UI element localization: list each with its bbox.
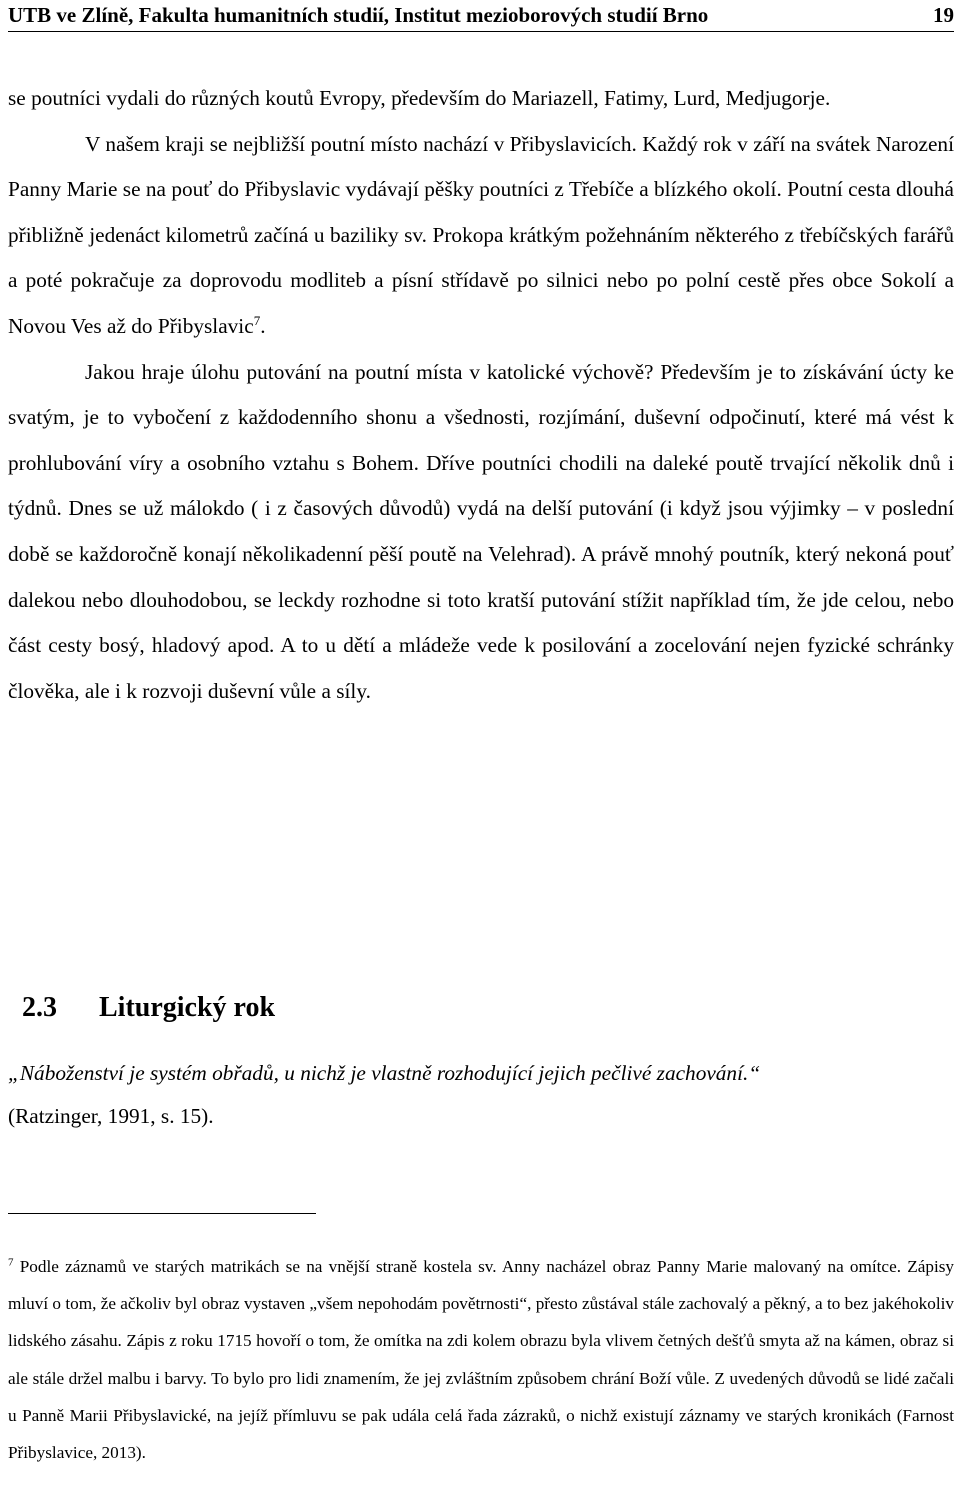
footnote-text: Podle záznamů ve starých matrikách se na vnější straně kostela sv. Anny nacházel obraz Panny Marie malovaný na omítce. Zápisy mluví o tom, že ačkoliv byl obraz vystaven „všem nepohodám povětrnosti“, přesto zůstával stále zachovalý a pěkný, a to bez jakéhokoliv lidského zásahu. Zápis z roku 1715 hovoří o tom, že omítka na zdi kolem obrazu byla vlivem četných dešťů smyta až na kámen, obraz si ale stále držel malbu i barvy. To bylo pro lidi znamením, že jej zvláštním způsobem chrání Boží vůle. Z uvedených důvodů se lidé začali u Panně Marii Přibyslavické, na jejíž přímluvu se pak udála celá řada zázraků, o nichž existují záznamy ve starých kronikách (Farnost Přibyslavice, 2013). bbox=[8, 1257, 954, 1463]
section-number: 2.3 bbox=[22, 992, 57, 1023]
header-title: UTB ve Zlíně, Fakulta humanitních studií, Institut mezioborových studií Brno bbox=[8, 3, 709, 27]
footnote-ref-7[interactable]: 7 bbox=[253, 312, 261, 328]
quote-citation: (Ratzinger, 1991, s. 15). bbox=[8, 1104, 214, 1128]
section-title: Liturgický rok bbox=[99, 992, 276, 1023]
quote-text: „Náboženství je systém obřadů, u nichž je vlastně rozhodující jejich pečlivé zachování.“ bbox=[8, 1061, 761, 1085]
paragraph-3: Jakou hraje úlohu putování na poutní místa v katolické výchově? Především je to získávání úcty ke svatým, je to vybočení z každodenního shonu a všednosti, rozjímání, duševní odpočinutí, které má vést k prohlubování víry a osobního vztahu s Bohem. Dříve poutníci chodili na daleké poutě trvající několik dnů i týdnů. Dnes se už málokdo ( i z časových důvodů) vydá na delší putování (i když jsou výjimky – v poslední době se každoročně konají několikadenní pěší poutě na Velehrad). A právě mnohý poutník, který nekoná pouť dalekou nebo dlouhodobou, se leckdy rozhodne si toto kratší putování stížit například tím, že jde celou, nebo část cesty bosý, hladový apod. A to u dětí a mládeže vede k posilování a zocelování nejen fyzické schránky člověka, ale i k rozvoji duševní vůle a síly. bbox=[8, 359, 954, 703]
page-number: 19 bbox=[933, 3, 954, 27]
paragraph-2-end: . bbox=[260, 313, 266, 338]
footnote-separator bbox=[8, 1213, 316, 1214]
paragraph-2-text: V našem kraji se nejbližší poutní místo nachází v Přibyslavicích. Každý rok v září na svátek Narození Panny Marie se na pouť do Přibyslavic vydávají pěšky poutníci z Třebíče a blízkého okolí. Poutní cesta dlouhá přibližně jedenáct kilometrů začíná u baziliky sv. Prokopa krátkým požehnáním některého z třebíčských farářů a poté pokračuje za doprovodu modliteb a písní střídavě po silnici nebo po polní cestě přes obce Sokolí a Novou Ves až do Přibyslavic bbox=[8, 131, 954, 338]
header-rule bbox=[8, 31, 954, 32]
paragraph-2 bbox=[8, 122, 954, 350]
footnote-marker: 7 bbox=[8, 1256, 14, 1269]
page-header bbox=[8, 2, 954, 32]
footnote-7 bbox=[8, 1248, 954, 1471]
body-text bbox=[8, 76, 954, 714]
footnote bbox=[8, 1248, 954, 1471]
paragraph-1: se poutníci vydali do různých koutů Evropy, především do Mariazell, Fatimy, Lurd, Medjugorje. bbox=[8, 86, 831, 110]
epigraph-quote bbox=[8, 1052, 954, 1138]
section-heading bbox=[22, 988, 275, 1028]
